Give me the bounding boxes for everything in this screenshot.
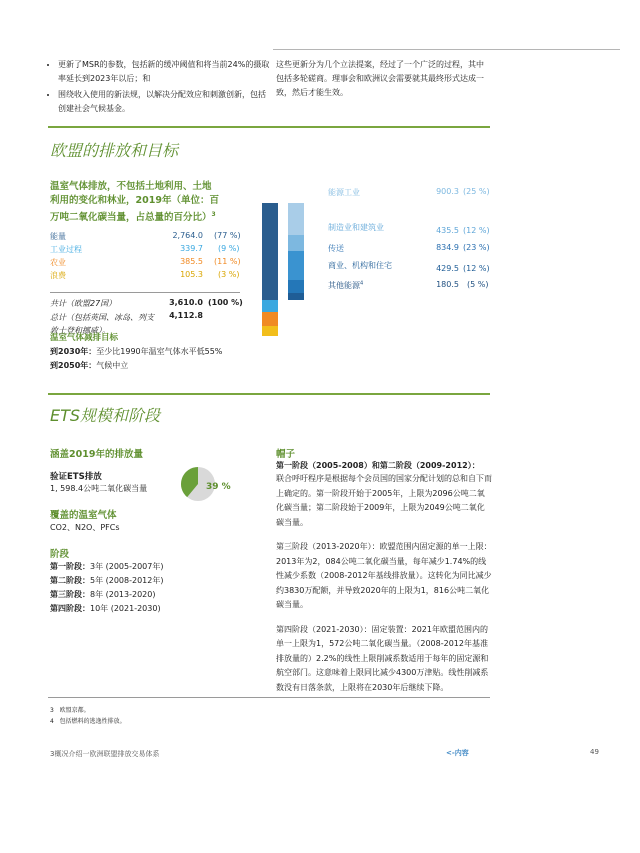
cap-paragraph: 第三阶段（2013-2020年）：欧盟范围内固定源的单一上限：2013年为2，084公吨二氧化碳当量，每年减少1.74%的线性减少系数（2008-2012年基线排放量）。这转化为同比减少约3830万配额，并导致2020年的上限为1，816公吨二氧化碳当量。 [276, 542, 492, 609]
section1-title: 欧盟的排放和目标 [50, 141, 179, 160]
bar-energy [262, 203, 278, 300]
total-pct: (100 %) [208, 298, 243, 307]
breakdown-pct-commercial: (12 %) [463, 264, 490, 273]
energy-breakdown-bar [288, 203, 304, 300]
top-right-text: 这些更新分为几个立法提案，经过了一个广泛的过程，其中包括多轮磋商。理事会和欧洲议会需要就其最终形式达成一致，然后才能生效。 [276, 60, 484, 97]
gases-list: CO2、N2O、PFCs [50, 523, 120, 532]
bar-commercial [288, 280, 304, 293]
breakdown-label-energy-industries: 能源工业 [328, 188, 360, 197]
sector-value-industry: 339.7 [180, 244, 203, 253]
coverage-heading: 涵盖2019年的排放量 [50, 449, 143, 460]
sector-pct-waste: (3 %) [218, 270, 240, 279]
footnote-item: 3 欧盟京都。 [50, 707, 90, 714]
phase-1: 第一阶段：3年 (2005-2007年) [50, 562, 164, 571]
total-label: 共计（欧盟27国） [50, 299, 117, 308]
top-right-rule [273, 49, 620, 50]
cap-paragraph: 联合呼吁程序是根据每个会员国的国家分配计划的总和自下而上确定的。第一阶段开始于2005年，上限为2096公吨二氧化碳当量；第二阶段始于2009年，上限为2049公吨二氧化碳当量。 [276, 474, 492, 527]
breakdown-pct-energy-industries: (25 %) [463, 187, 490, 196]
phase-3: 第三阶段：8年 (2013-2020) [50, 590, 156, 599]
bar-transport [288, 251, 304, 280]
sector-value-waste: 105.3 [180, 270, 203, 279]
bullet-item: • 围绕收入使用的新法规，以解决分配效应和刺激创新，包括创建社会气候基金。 [58, 88, 273, 116]
breakdown-pct-manufacturing: (12 %) [463, 226, 490, 235]
breakdown-value-transport: 834.9 [436, 243, 459, 252]
total-rule [50, 292, 240, 293]
sector-value-agriculture: 385.5 [180, 257, 203, 266]
breakdown-label-commercial: 商业、机构和住宅 [328, 261, 392, 270]
bar-manufacturing [288, 235, 304, 251]
breakdown-label-other-energy: 其他能源$^4$ [328, 280, 364, 290]
bullet-item: • 更新了MSR的参数，包括新的缓冲阈值和将当前24%的摄取率延长到2023年以后；和 [58, 58, 273, 86]
sector-value-energy: 2,764.0 [172, 231, 203, 240]
section1-rule [48, 126, 490, 128]
footnote-rule [48, 697, 490, 698]
target-2030: 到2030年：至少比1990年温室气体水平低55% [50, 347, 223, 356]
cap-heading: 帽子 [276, 449, 296, 460]
section2-rule [48, 393, 490, 395]
breakdown-value-commercial: 429.5 [436, 264, 459, 273]
targets-heading: 温室气体减排目标 [50, 333, 119, 343]
sector-pct-energy: (77 %) [214, 231, 241, 240]
phase-2: 第二阶段：5年 (2008-2012年) [50, 576, 164, 585]
overall-label: 总计（包括英国、冰岛、列支敦士登和挪威）。 [50, 313, 154, 335]
cap-body [276, 472, 492, 705]
breakdown-value-other-energy: 180.5 [436, 280, 459, 289]
total-value: 3,610.0 [169, 298, 203, 307]
sector-label-waste: 浪费 [50, 271, 66, 280]
footer-doc-title: 3概况介绍一欧洲联盟排放交易体系 [50, 750, 160, 758]
gases-heading: 覆盖的温室气体 [50, 510, 117, 521]
sector-stacked-bar [262, 203, 278, 336]
phases-heading: 阶段 [50, 549, 70, 560]
sector-pct-agriculture: (11 %) [214, 257, 241, 266]
breakdown-pct-transport: (23 %) [463, 243, 490, 252]
footnote-ref: 3 [211, 211, 216, 218]
sector-label-energy: 能量 [50, 232, 66, 241]
breakdown-value-energy-industries: 900.3 [436, 187, 459, 196]
overall-value: 4,112.8 [169, 311, 203, 320]
pie-pct-label: 39 % [206, 482, 231, 492]
breakdown-value-manufacturing: 435.5 [436, 226, 459, 235]
breakdown-label-manufacturing: 制造业和建筑业 [328, 223, 384, 232]
footnote-ref: 4 [360, 280, 364, 287]
page-number: 49 [590, 748, 599, 756]
verified-value: 1, 598.4公吨二氧化碳当量 [50, 484, 148, 493]
sector-label-industry: 工业过程 [50, 245, 82, 254]
verified-label: 验证ETS排放 [50, 472, 102, 482]
bar-energy-industries [288, 203, 304, 235]
target-2050: 到2050年：气候中立 [50, 361, 129, 370]
bar-agriculture [262, 312, 278, 326]
bar-industry [262, 300, 278, 312]
bar-waste [262, 326, 278, 336]
cap-subheading: 第一阶段（2005-2008）和第二阶段（2009-2012）： [276, 461, 480, 470]
footnotes [50, 705, 126, 727]
section2-title: ETS规模和阶段 [50, 406, 161, 425]
phase-4: 第四阶段：10年 (2021-2030) [50, 604, 161, 613]
sector-label-agriculture: 农业 [50, 258, 66, 267]
cap-paragraph: 第四阶段（2021-2030）：固定装置：2021年欧盟范围内的单一上限为1，572公吨二氧化碳当量。（2008-2012年基准排放量的）2.2%的线性上限削减系数适用于每年的固定源和航空部门。这意味着上限同比减少4300万津贴。线性削减系数没有日落条款，上限将在2030年后继续下降。 [276, 624, 489, 692]
emissions-heading: 温室气体排放，不包括土地利用、土地利用的变化和林业，2019年（单位：百万吨二氧化碳当量，占总量的百分比）$^3$ [50, 181, 219, 224]
bar-other-energy [288, 293, 304, 300]
sector-pct-industry: (9 %) [218, 244, 240, 253]
breakdown-label-transport: 传送 [328, 244, 344, 253]
breakdown-pct-other-energy: (5 %) [467, 280, 489, 289]
contents-link[interactable]: <-内容 [446, 749, 469, 757]
footnote-item: 4 包括燃料的逃逸性排放。 [50, 718, 126, 725]
top-left-bullets [48, 58, 273, 118]
